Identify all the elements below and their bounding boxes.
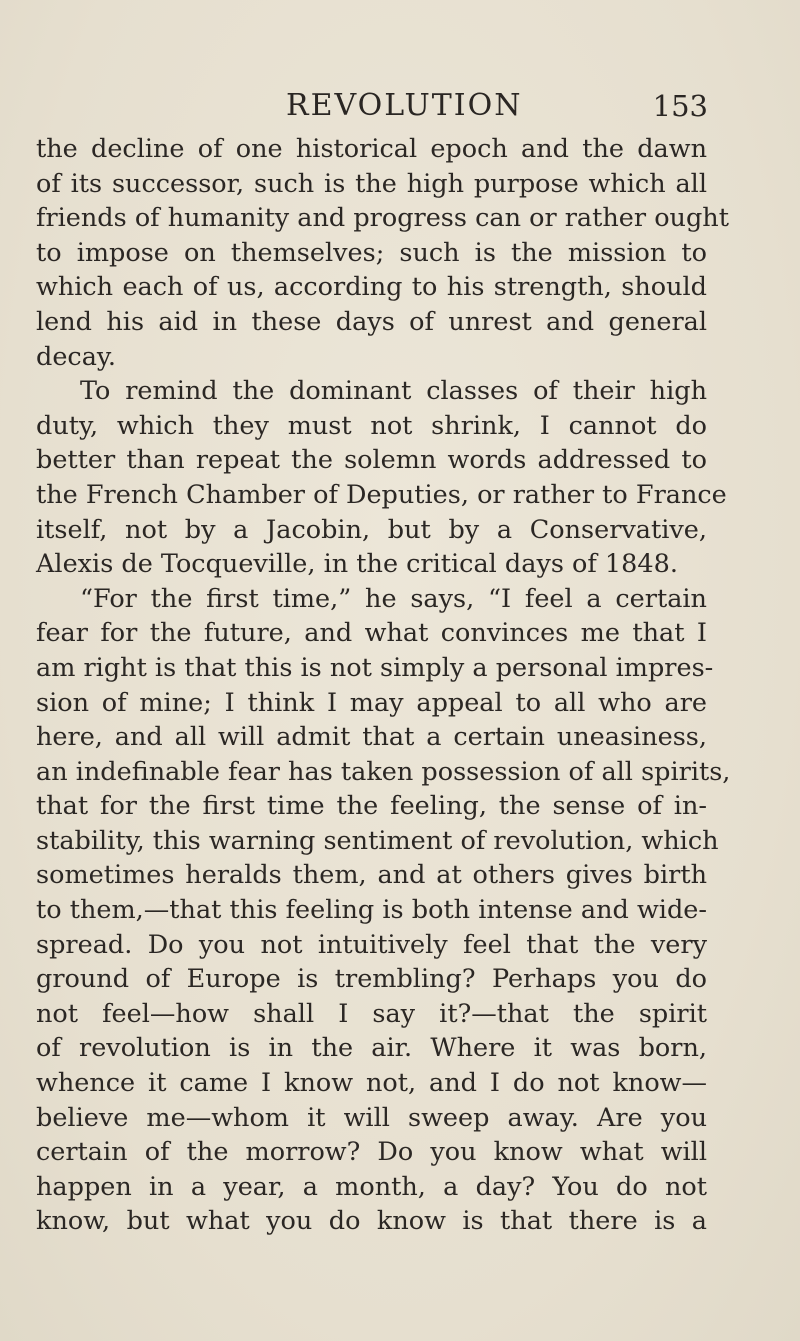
text-line: of its successor, such is the high purpose which all bbox=[36, 168, 707, 199]
page-header bbox=[286, 88, 708, 124]
text-line: the French Chamber of Deputies, or rather to France bbox=[36, 479, 727, 510]
text-line: believe me—whom it will sweep away. Are you bbox=[36, 1102, 707, 1133]
text-line: itself, not by a Jacobin, but by a Conservative, bbox=[36, 514, 707, 545]
text-line: know, but what you do know is that there is a bbox=[36, 1206, 707, 1237]
text-line: friends of humanity and progress can or rather ought bbox=[36, 203, 729, 234]
text-line: decay. bbox=[36, 341, 117, 372]
text-line: here, and all will admit that a certain uneasiness, bbox=[36, 722, 707, 753]
text-line: better than repeat the solemn words addressed to bbox=[36, 445, 707, 476]
page-number: 153 bbox=[652, 89, 708, 123]
text-line: happen in a year, a month, a day? You do not bbox=[36, 1171, 707, 1202]
text-line: Alexis de Tocqueville, in the critical days of 1848. bbox=[36, 549, 678, 580]
text-line: to impose on themselves; such is the mission to bbox=[36, 237, 707, 268]
text-line: sometimes heralds them, and at others gives birth bbox=[36, 860, 707, 891]
text-line: To remind the dominant classes of their high bbox=[80, 376, 707, 407]
body-text bbox=[36, 132, 731, 1239]
text-line: not feel—how shall I say it?—that the spirit bbox=[36, 998, 707, 1029]
text-line: that for the first time the feeling, the sense of in- bbox=[36, 791, 707, 822]
text-line: an indefinable fear has taken possession of all spirits, bbox=[36, 756, 731, 787]
text-line: duty, which they must not shrink, I cannot do bbox=[36, 410, 707, 441]
text-line: spread. Do you not intuitively feel that the very bbox=[36, 929, 707, 960]
text-line: to them,—that this feeling is both intense and wide- bbox=[36, 895, 707, 926]
text-line: am right is that this is not simply a personal impres- bbox=[36, 652, 714, 683]
text-line: ground of Europe is trembling? Perhaps you do bbox=[36, 964, 707, 995]
text-line: “For the first time,” he says, “I feel a certain bbox=[80, 583, 707, 614]
text-line: stability, this warning sentiment of revolution, which bbox=[36, 825, 719, 856]
text-line: sion of mine; I think I may appeal to all who are bbox=[36, 687, 707, 718]
running-head: REVOLUTION bbox=[286, 88, 523, 123]
text-line: fear for the future, and what convinces me that I bbox=[36, 618, 707, 649]
text-line: the decline of one historical epoch and the dawn bbox=[36, 134, 707, 164]
text-line: which each of us, according to his strength, should bbox=[36, 272, 707, 303]
text-line: certain of the morrow? Do you know what will bbox=[36, 1137, 707, 1168]
text-line: of revolution is in the air. Where it was born, bbox=[36, 1033, 707, 1064]
text-line: lend his aid in these days of unrest and general bbox=[36, 306, 707, 337]
text-line: whence it came I know not, and I do not know— bbox=[36, 1068, 707, 1099]
